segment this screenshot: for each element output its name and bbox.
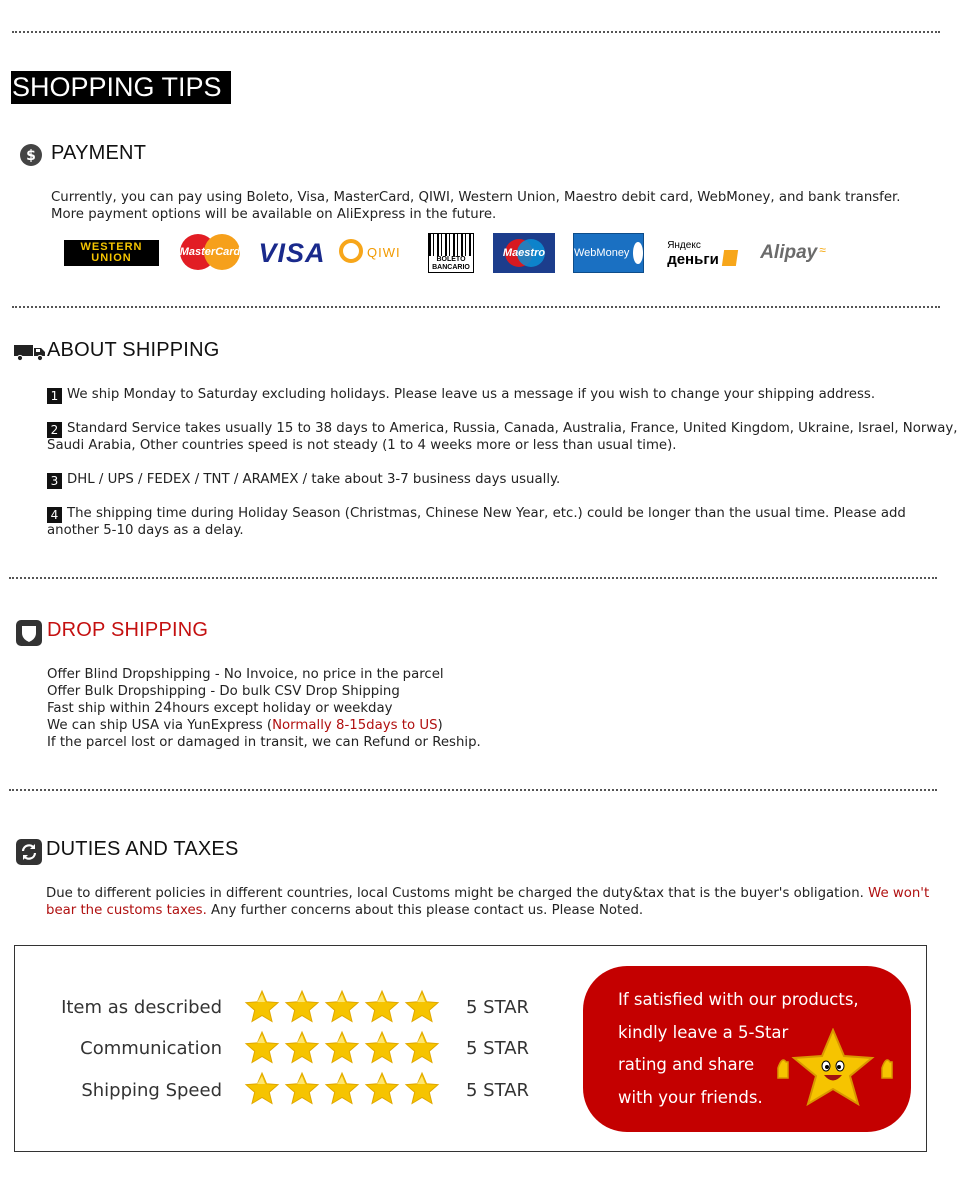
star-icon [404, 1071, 440, 1112]
item-number-badge: 4 [47, 507, 62, 523]
star-mascot-icon [770, 1028, 900, 1112]
shopping-tips-header: SHOPPING TIPS [11, 71, 231, 104]
alipay-logo: Alipay ≈ [760, 242, 826, 263]
divider [9, 789, 937, 791]
duties-title: DUTIES AND TAXES [46, 838, 239, 860]
star-icon [324, 1071, 360, 1112]
rating-label: Shipping Speed [81, 1080, 222, 1101]
payment-title: PAYMENT [51, 142, 147, 164]
shipping-item-4-cont: another 5-10 days as a delay. [47, 523, 244, 538]
star-rating [244, 1030, 440, 1071]
star-icon [404, 1030, 440, 1071]
rating-request-text: If satisfied with our products, kindly leave a 5-Star rating and share with your friends. [618, 990, 859, 1107]
star-icon [364, 1071, 400, 1112]
shield-icon [16, 620, 42, 646]
star-icon [324, 1030, 360, 1071]
rating-label: Communication [80, 1038, 222, 1059]
payment-text-1: Currently, you can pay using Boleto, Visa, MasterCard, QIWI, Western Union, Maestro debit card, WebMoney, and bank transfer. [51, 190, 901, 205]
star-icon [284, 1030, 320, 1071]
qiwi-logo: QIWI [337, 232, 411, 274]
divider [12, 31, 940, 33]
rating-label: Item as described [61, 997, 222, 1018]
star-icon [244, 989, 280, 1030]
star-icon [364, 989, 400, 1030]
payment-text-2: More payment options will be available on AliExpress in the future. [51, 207, 497, 222]
rating-value: 5 STAR [466, 997, 530, 1018]
shipping-item-3: 3 DHL / UPS / FEDEX / TNT / ARAMEX / take about 3-7 business days usually. [47, 471, 952, 489]
item-number-badge: 1 [47, 388, 62, 404]
rating-value: 5 STAR [466, 1080, 530, 1101]
mastercard-logo: MasterCard [178, 232, 242, 274]
star-icon [244, 1030, 280, 1071]
shipping-item-4: 4 The shipping time during Holiday Season (Christmas, Chinese New Year, etc.) could be longer than the usual time. Please add [47, 505, 952, 523]
visa-logo: VISA [258, 237, 326, 268]
item-number-badge: 2 [47, 422, 62, 438]
duties-line-1: Due to different policies in different countries, local Customs might be charged the duty&tax that is the buyer's obligation. We won't [46, 886, 930, 901]
star-icon [404, 989, 440, 1030]
rating-value: 5 STAR [466, 1038, 530, 1059]
drop-line-1: Offer Blind Dropshipping - No Invoice, no price in the parcel [47, 667, 444, 682]
boleto-logo: BOLETO BANCARIO [427, 232, 475, 274]
star-rating [244, 989, 440, 1030]
star-icon [364, 1030, 400, 1071]
dollar-icon [20, 144, 42, 166]
shipping-title: ABOUT SHIPPING [47, 339, 220, 361]
star-icon [324, 989, 360, 1030]
drop-line-3: Fast ship within 24hours except holiday or weekday [47, 700, 393, 716]
shipping-item-2-cont: Saudi Arabia, Other countries speed is not steady (1 to 4 weeks more or less than usual time). [47, 438, 677, 453]
svg-text:$: $ [26, 148, 36, 164]
webmoney-logo: WebMoney [573, 232, 644, 274]
star-icon [284, 989, 320, 1030]
divider [12, 306, 940, 308]
drop-line-5: If the parcel lost or damaged in transit, we can Refund or Reship. [47, 735, 481, 750]
truck-icon [14, 343, 46, 361]
refresh-icon [16, 839, 42, 865]
drop-shipping-title: DROP SHIPPING [47, 619, 209, 641]
western-union-logo: WESTERN UNION [64, 232, 159, 274]
drop-line-2: Offer Bulk Dropshipping - Do bulk CSV Drop Shipping [47, 684, 400, 699]
duties-line-2: bear the customs taxes. Any further concerns about this please contact us. Please Noted. [46, 903, 644, 918]
yandex-money-logo: Яндекс деньги [664, 232, 740, 274]
divider [9, 577, 937, 579]
star-icon [284, 1071, 320, 1112]
drop-line-4: We can ship USA via YunExpress (Normally 8-15days to US) [47, 718, 443, 733]
maestro-logo: Maestro [493, 232, 555, 274]
star-icon [244, 1071, 280, 1112]
shipping-item-2: 2 Standard Service takes usually 15 to 38 days to America, Russia, Canada, Australia, France, United Kingdom, Ukraine, Israel, Norway, [47, 420, 959, 438]
shipping-item-1: 1 We ship Monday to Saturday excluding holidays. Please leave us a message if you wish to change your shipping address. [47, 386, 952, 404]
star-rating [244, 1071, 440, 1112]
item-number-badge: 3 [47, 473, 62, 489]
